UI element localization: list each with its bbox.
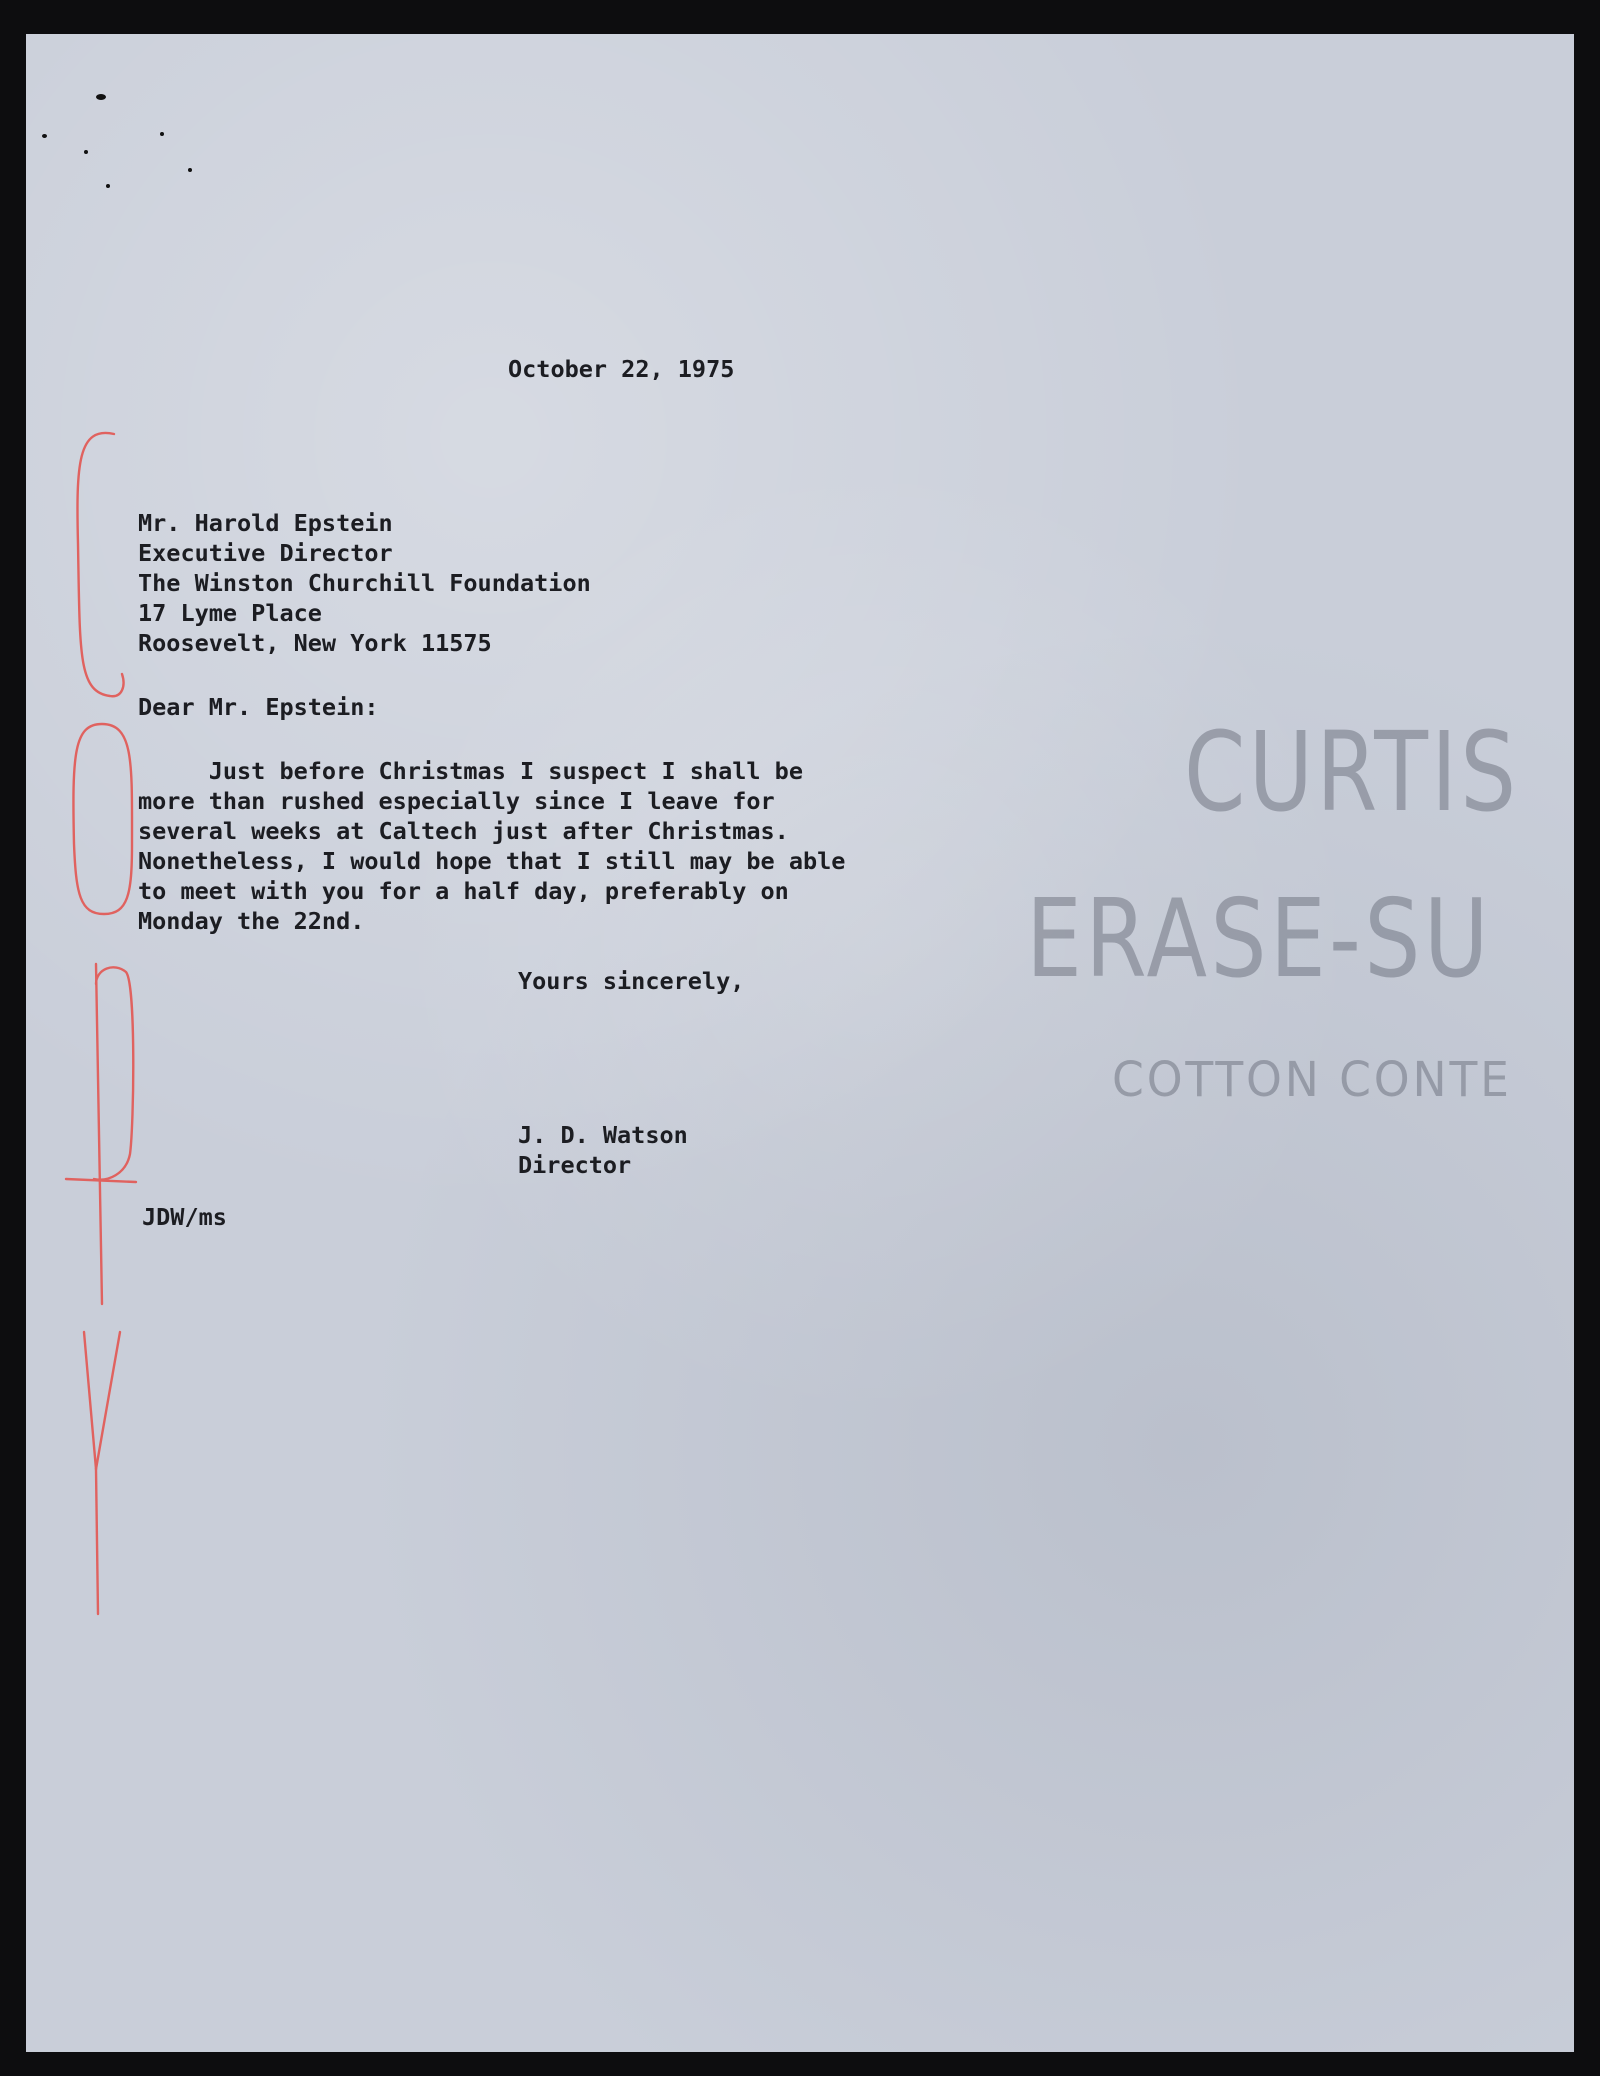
signer-title: Director xyxy=(518,1151,632,1179)
address-line-organization: The Winston Churchill Foundation xyxy=(138,569,591,597)
watermark-line-1: CURTIS xyxy=(1184,708,1520,836)
address-line-title: Executive Director xyxy=(138,539,393,567)
typist-initials: JDW/ms xyxy=(142,1203,227,1231)
body-line-3: several weeks at Caltech just after Christmas. xyxy=(138,817,789,845)
body-line-4: Nonetheless, I would hope that I still may be able xyxy=(138,847,846,875)
salutation: Dear Mr. Epstein: xyxy=(138,693,379,721)
body-line-5: to meet with you for a half day, preferably on xyxy=(138,877,789,905)
letter-date: October 22, 1975 xyxy=(508,355,735,383)
address-line-name: Mr. Harold Epstein xyxy=(138,509,393,537)
body-line-6: Monday the 22nd. xyxy=(138,907,365,935)
address-line-city: Roosevelt, New York 11575 xyxy=(138,629,492,657)
watermark-line-3: COTTON CONTE xyxy=(1112,1052,1512,1108)
body-line-1: Just before Christmas I suspect I shall be xyxy=(138,757,803,785)
letter-page xyxy=(26,34,1574,2052)
signer-name: J. D. Watson xyxy=(518,1121,688,1149)
body-line-2: more than rushed especially since I leave for xyxy=(138,787,775,815)
watermark-line-2: ERASE-SU xyxy=(1026,877,1492,1002)
address-line-street: 17 Lyme Place xyxy=(138,599,322,627)
closing: Yours sincerely, xyxy=(518,967,745,995)
